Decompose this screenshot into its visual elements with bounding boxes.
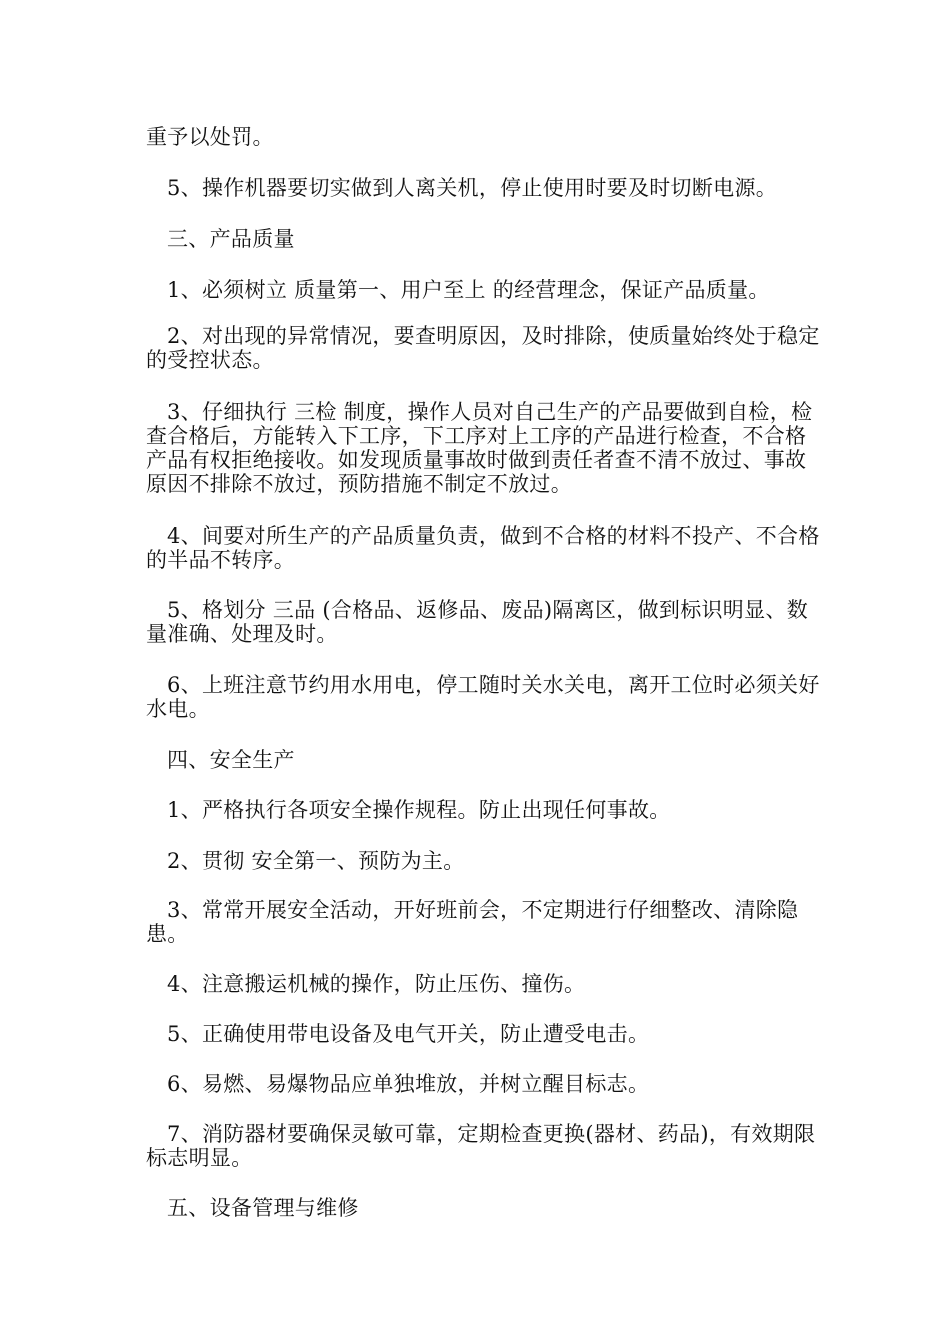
paragraph-abnormal-situations: 2、对出现的异常情况，要查明原因，及时排除，使质量始终处于稳定的受控状态。 <box>146 324 820 372</box>
section-heading-product-quality: 三、产品质量 <box>167 227 295 251</box>
paragraph-safety-rules: 1、严格执行各项安全操作规程。防止出现任何事故。 <box>167 798 671 822</box>
paragraph-flammable-materials: 6、易燃、易爆物品应单独堆放，并树立醒目标志。 <box>167 1072 650 1096</box>
paragraph-safety-activities: 3、常常开展安全活动，开好班前会，不定期进行仔细整改、清除隐患。 <box>146 898 799 946</box>
section-heading-safety-production: 四、安全生产 <box>167 748 295 772</box>
paragraph-handling-machinery: 4、注意搬运机械的操作，防止压伤、撞伤。 <box>167 972 586 996</box>
paragraph-quality-first: 1、必须树立 质量第一、用户至上 的经营理念，保证产品质量。 <box>167 278 770 302</box>
paragraph-save-water-electricity: 6、上班注意节约用水用电，停工随时关水关电，离开工位时必须关好水电。 <box>146 673 820 721</box>
paragraph-three-products: 5、格划分 三品 (合格品、返修品、废品)隔离区，做到标识明显、数量准确、处理及时。 <box>146 598 808 646</box>
paragraph-quality-responsibility: 4、间要对所生产的产品质量负责，做到不合格的材料不投产、不合格的半品不转序。 <box>146 524 820 572</box>
section-heading-equipment-maintenance: 五、设备管理与维修 <box>167 1196 359 1220</box>
paragraph-safety-first: 2、贯彻 安全第一、预防为主。 <box>167 849 465 873</box>
paragraph-three-inspections: 3、仔细执行 三检 制度，操作人员对自己生产的产品要做到自检，检查合格后，方能转入下工序，下工序对上工序的产品进行检查，不合格产品有权拒绝接收。如发现质量事故时做到责任者查不清不放过、事故原因不排除不放过，预防措施不制定不放过。 <box>146 400 813 496</box>
paragraph-electrical-equipment: 5、正确使用带电设备及电气开关，防止遭受电击。 <box>167 1022 650 1046</box>
paragraph-machine-operation: 5、操作机器要切实做到人离关机，停止使用时要及时切断电源。 <box>167 176 778 200</box>
paragraph-continuation: 重予以处罚。 <box>146 125 274 149</box>
paragraph-fire-equipment: 7、消防器材要确保灵敏可靠，定期检查更换(器材、药品)，有效期限标志明显。 <box>146 1122 816 1170</box>
